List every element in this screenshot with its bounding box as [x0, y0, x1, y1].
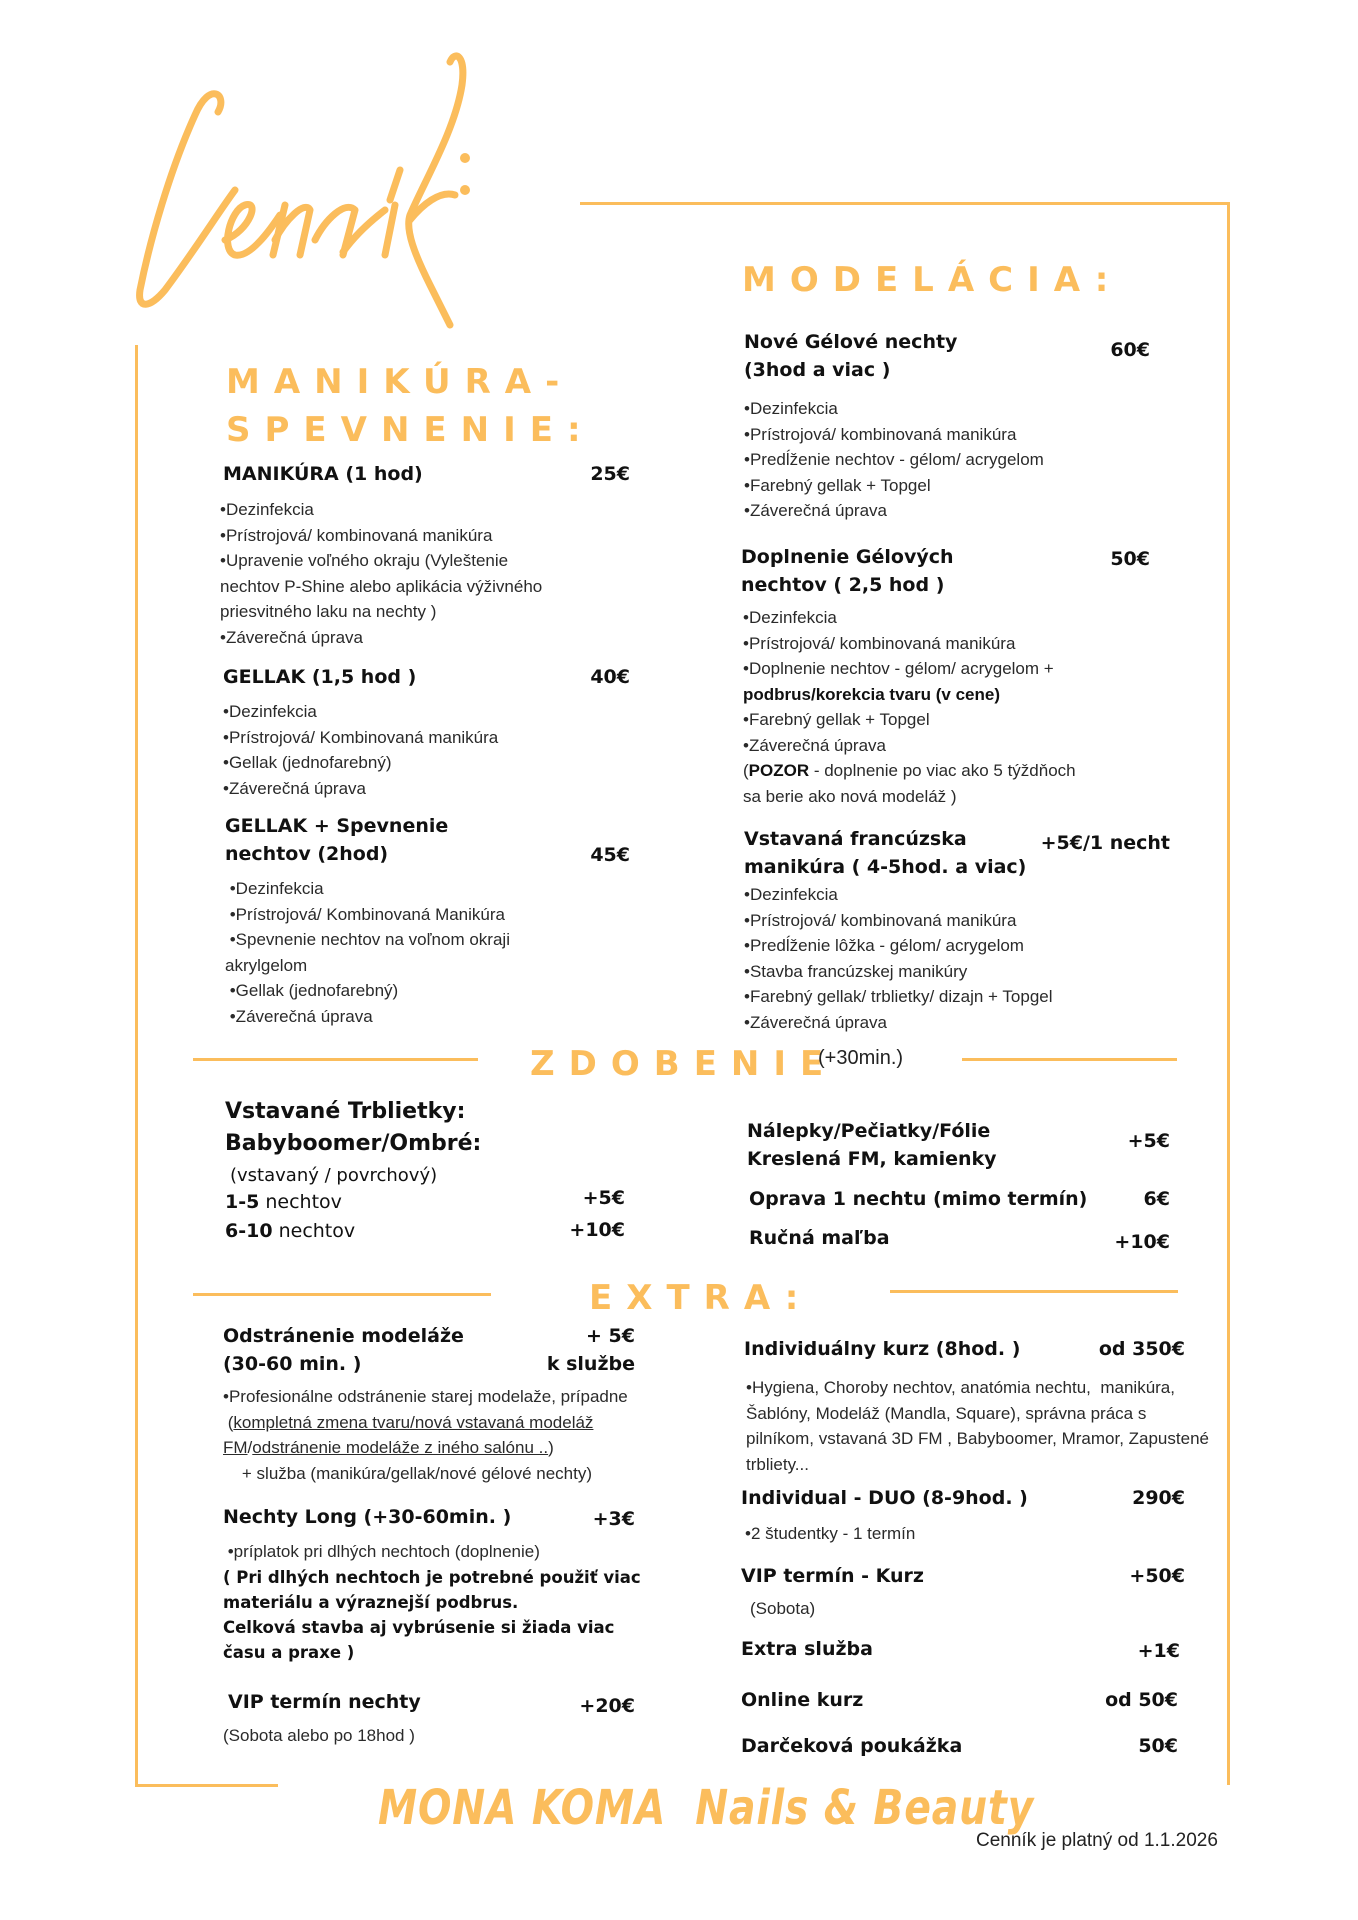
service-title: GELLAK + Spevnenie nechtov (2hod): [225, 815, 449, 865]
frame-bottom-left-line: [135, 1784, 278, 1787]
service-price: +20€: [579, 1695, 635, 1717]
row-price: +5€: [582, 1187, 625, 1209]
service-price: +5€: [1127, 1130, 1170, 1152]
colon-dot-bottom: [460, 185, 470, 195]
service-title: Oprava 1 nechtu (mimo termín): [749, 1188, 1088, 1210]
service-price: od 50€: [1105, 1689, 1178, 1711]
service-price: +3€: [592, 1508, 635, 1530]
frame-right-line: [1227, 202, 1230, 1785]
underlined-text: odstránenie modeláže z iného salónu ..: [252, 1438, 549, 1457]
bullet-item: •Záverečná úprava: [744, 501, 887, 520]
bullet-item: •Farebný gellak/ trblietky/ dizajn + Topgel: [744, 987, 1053, 1006]
bullet-item: •Záverečná úprava: [744, 1012, 887, 1032]
service-price: 50€: [1110, 548, 1150, 570]
row-count: 1-5: [225, 1191, 260, 1213]
text-fragment: /: [247, 1438, 253, 1457]
service-price: od 350€: [1098, 1338, 1185, 1360]
service-price: 6€: [1143, 1188, 1170, 1210]
service-bullets: [745, 1521, 915, 1547]
service-title: Ručná maľba: [749, 1227, 890, 1249]
frame-left-line: [135, 345, 138, 1785]
service-price: +10€: [1114, 1231, 1170, 1253]
bullet-item: •Dezinfekcia: [744, 399, 838, 418]
service-title: Extra služba: [741, 1638, 873, 1660]
service-note: [750, 1596, 815, 1622]
bullet-item: •Profesionálne odstránenie starej modelaže, prípadne: [223, 1387, 628, 1406]
bullet-item: •Upravenie voľného okraju (Vyleštenie: [220, 551, 509, 570]
service-bullets: [223, 1539, 540, 1565]
service-title: VIP termín nechty: [228, 1691, 421, 1713]
service-bullets: [744, 396, 1044, 524]
bullet-item: [223, 1435, 628, 1461]
service-title: Nové Gélové nechty (3hod a viac ): [744, 331, 958, 381]
bullet-item: •Záverečná úprava: [223, 778, 366, 798]
service-title: Darčeková poukážka: [741, 1735, 963, 1757]
zdobenie-heading: ZDOBENIE: [530, 1044, 838, 1084]
service-price: +1€: [1137, 1640, 1180, 1662]
manikura-heading: [226, 358, 595, 454]
note-text: (Sobota alebo po 18hod ): [223, 1726, 415, 1745]
bullet-item: •Dezinfekcia: [743, 608, 837, 627]
zdobenie-left-subtitle: (vstavaný / povrchový): [230, 1165, 438, 1186]
service-title: Odstránenie modeláže (30-60 min. ): [223, 1325, 464, 1375]
bullet-item: •Spevnenie nechtov na voľnom okraji: [225, 930, 510, 949]
warning-note: (POZOR - doplnenie po viac ako 5 týždňoch: [743, 761, 1076, 780]
service-title: Nechty Long (+30-60min. ): [223, 1506, 512, 1528]
zdobenie-divider-right: [962, 1058, 1177, 1061]
service-bullets: [746, 1375, 1216, 1477]
bullet-item: •Dezinfekcia: [225, 879, 324, 898]
zdobenie-left-title-1: Vstavané Trblietky:: [225, 1099, 466, 1124]
modelacia-heading: MODELÁCIA:: [742, 260, 1123, 300]
zdobenie-row: [225, 1217, 355, 1245]
long-nails-note: ( Pri dlhých nechtoch je potrebné použiť viac materiálu a výraznejší podbrus. Celková stavba aj vybrúsenie si žiada viac času a praxe ): [223, 1568, 641, 1662]
bullet-item: •Gellak (jednofarebný): [225, 981, 399, 1000]
bullet-item: •Farebný gellak + Topgel: [744, 475, 931, 495]
bullet-item: •Predĺženie lôžka - gélom/ acrygelom: [744, 936, 1024, 955]
extra-divider-right: [890, 1290, 1178, 1293]
warning-bold: POZOR: [748, 761, 810, 780]
service-title: GELLAK (1,5 hod ): [223, 666, 417, 688]
frame-top-line: [580, 202, 1230, 205]
service-price: 290€: [1132, 1487, 1185, 1509]
bullet-item: •Záverečná úprava: [220, 627, 363, 647]
service-bullets: [220, 497, 542, 650]
bullet-item: [223, 1410, 628, 1436]
row-price: +10€: [569, 1219, 625, 1241]
bullet-item: •Prístrojová/ kombinovaná manikúra: [744, 910, 1017, 930]
service-bullets: [743, 605, 1076, 809]
brand-name: MONA KOMA Nails & Beauty: [378, 1780, 1035, 1836]
service-price: +5€/1 necht: [1040, 832, 1170, 854]
bullet-item: •Záverečná úprava: [225, 1006, 373, 1026]
zdobenie-left-title-2: Babyboomer/Ombré:: [225, 1131, 482, 1156]
validity-note: Cenník je platný od 1.1.2026: [976, 1830, 1218, 1851]
bullet-item: •Prístrojová/ Kombinovaná Manikúra: [225, 904, 505, 924]
bullet-item: priesvitného laku na nechty ): [220, 602, 437, 621]
service-title: Nálepky/Pečiatky/Fólie Kreslená FM, kamienky: [747, 1120, 997, 1170]
bullet-item: •Prístrojová/ kombinovaná manikúra: [220, 525, 493, 545]
zdobenie-divider-left: [193, 1058, 478, 1061]
service-price: 45€: [590, 844, 630, 866]
bullet-item: •Dezinfekcia: [744, 885, 838, 904]
bullet-item: •Stavba francúzskej manikúry: [744, 961, 968, 981]
underlined-text: kompletná zmena tvaru/nová vstavaná modeláž: [233, 1412, 594, 1432]
bullet-item: •Farebný gellak + Topgel: [743, 710, 930, 729]
service-price: 50€: [1138, 1735, 1178, 1757]
bullet-item: •príplatok pri dlhých nechtoch (doplnenie): [223, 1542, 540, 1561]
bullet-item: •Hygiena, Choroby nechtov, anatómia nechtu, manikúra, Šablóny, Modeláž (Mandla, Square), správna práca s pilníkom, vstavaná 3D FM , Babyboomer, Mramor, Zapustené trbliety...: [746, 1378, 1214, 1474]
service-title: VIP termín - Kurz: [741, 1565, 924, 1587]
bullet-item: •2 študentky - 1 termín: [745, 1524, 916, 1543]
service-title: Online kurz: [741, 1689, 864, 1711]
row-label: nechtov: [272, 1220, 356, 1242]
bullet-item: •Prístrojová/ kombinovaná manikúra: [743, 633, 1016, 653]
text-fragment: ): [548, 1438, 554, 1457]
row-label: nechtov: [259, 1191, 342, 1213]
service-title: MANIKÚRA (1 hod): [223, 463, 423, 485]
bullet-item-bold: podbrus/korekcia tvaru (v cene): [743, 684, 1000, 704]
bullet-item: •Prístrojová/ Kombinovaná manikúra: [223, 727, 499, 747]
bullet-item: •Záverečná úprava: [743, 735, 886, 755]
bullet-item: •Doplnenie nechtov - gélom/ acrygelom +: [743, 659, 1054, 678]
service-title: Individuálny kurz (8hod. ): [744, 1338, 1021, 1360]
bullet-item: •Predĺženie nechtov - gélom/ acrygelom: [744, 450, 1044, 469]
note-text: (Sobota): [750, 1599, 816, 1618]
service-price: +50€: [1129, 1565, 1185, 1587]
bullet-item: •Dezinfekcia: [223, 702, 317, 721]
service-title: Vstavaná francúzska manikúra ( 4-5hod. a viac): [744, 828, 1027, 878]
bullet-item: •Dezinfekcia: [220, 500, 314, 519]
extra-divider-left: [193, 1293, 491, 1296]
service-title: Individual - DUO (8-9hod. ): [741, 1487, 1028, 1509]
text-fragment: (: [223, 1412, 234, 1432]
extra-heading: EXTRA:: [589, 1278, 813, 1318]
service-title: Doplnenie Gélových nechtov ( 2,5 hod ): [741, 546, 954, 596]
zdobenie-note: (+30min.): [818, 1047, 904, 1069]
service-bullets: [223, 1384, 628, 1486]
warning-text-2: sa berie ako nová modeláž ): [743, 786, 957, 806]
cennik-script-title: [110, 40, 580, 340]
service-price: 25€: [590, 463, 630, 485]
row-count: 6-10: [225, 1220, 273, 1242]
bullet-item: •Gellak (jednofarebný): [223, 753, 392, 772]
service-price: 40€: [590, 666, 630, 688]
bullet-item: + služba (manikúra/gellak/nové gélové nechty): [223, 1463, 593, 1483]
manikura-heading-line1: MANIKÚRA-: [226, 362, 574, 402]
underlined-text: FM: [223, 1438, 248, 1457]
service-price: 60€: [1110, 339, 1150, 361]
service-bullets: [223, 699, 498, 801]
bullet-item: •Prístrojová/ kombinovaná manikúra: [744, 424, 1017, 444]
service-price: + 5€ k službe: [546, 1325, 635, 1375]
bullet-item: akrylgelom: [225, 955, 308, 975]
service-bullets: [744, 882, 1053, 1035]
bullet-item: nechtov P-Shine alebo aplikácia výživného: [220, 576, 543, 596]
service-bullets: [225, 876, 510, 1029]
service-note: [223, 1723, 415, 1749]
warning-text: - doplnenie po viac ako 5 týždňoch: [809, 761, 1076, 780]
manikura-heading-line2: SPEVNENIE:: [226, 410, 595, 450]
colon-dot-top: [460, 153, 470, 163]
zdobenie-row: [225, 1188, 342, 1216]
